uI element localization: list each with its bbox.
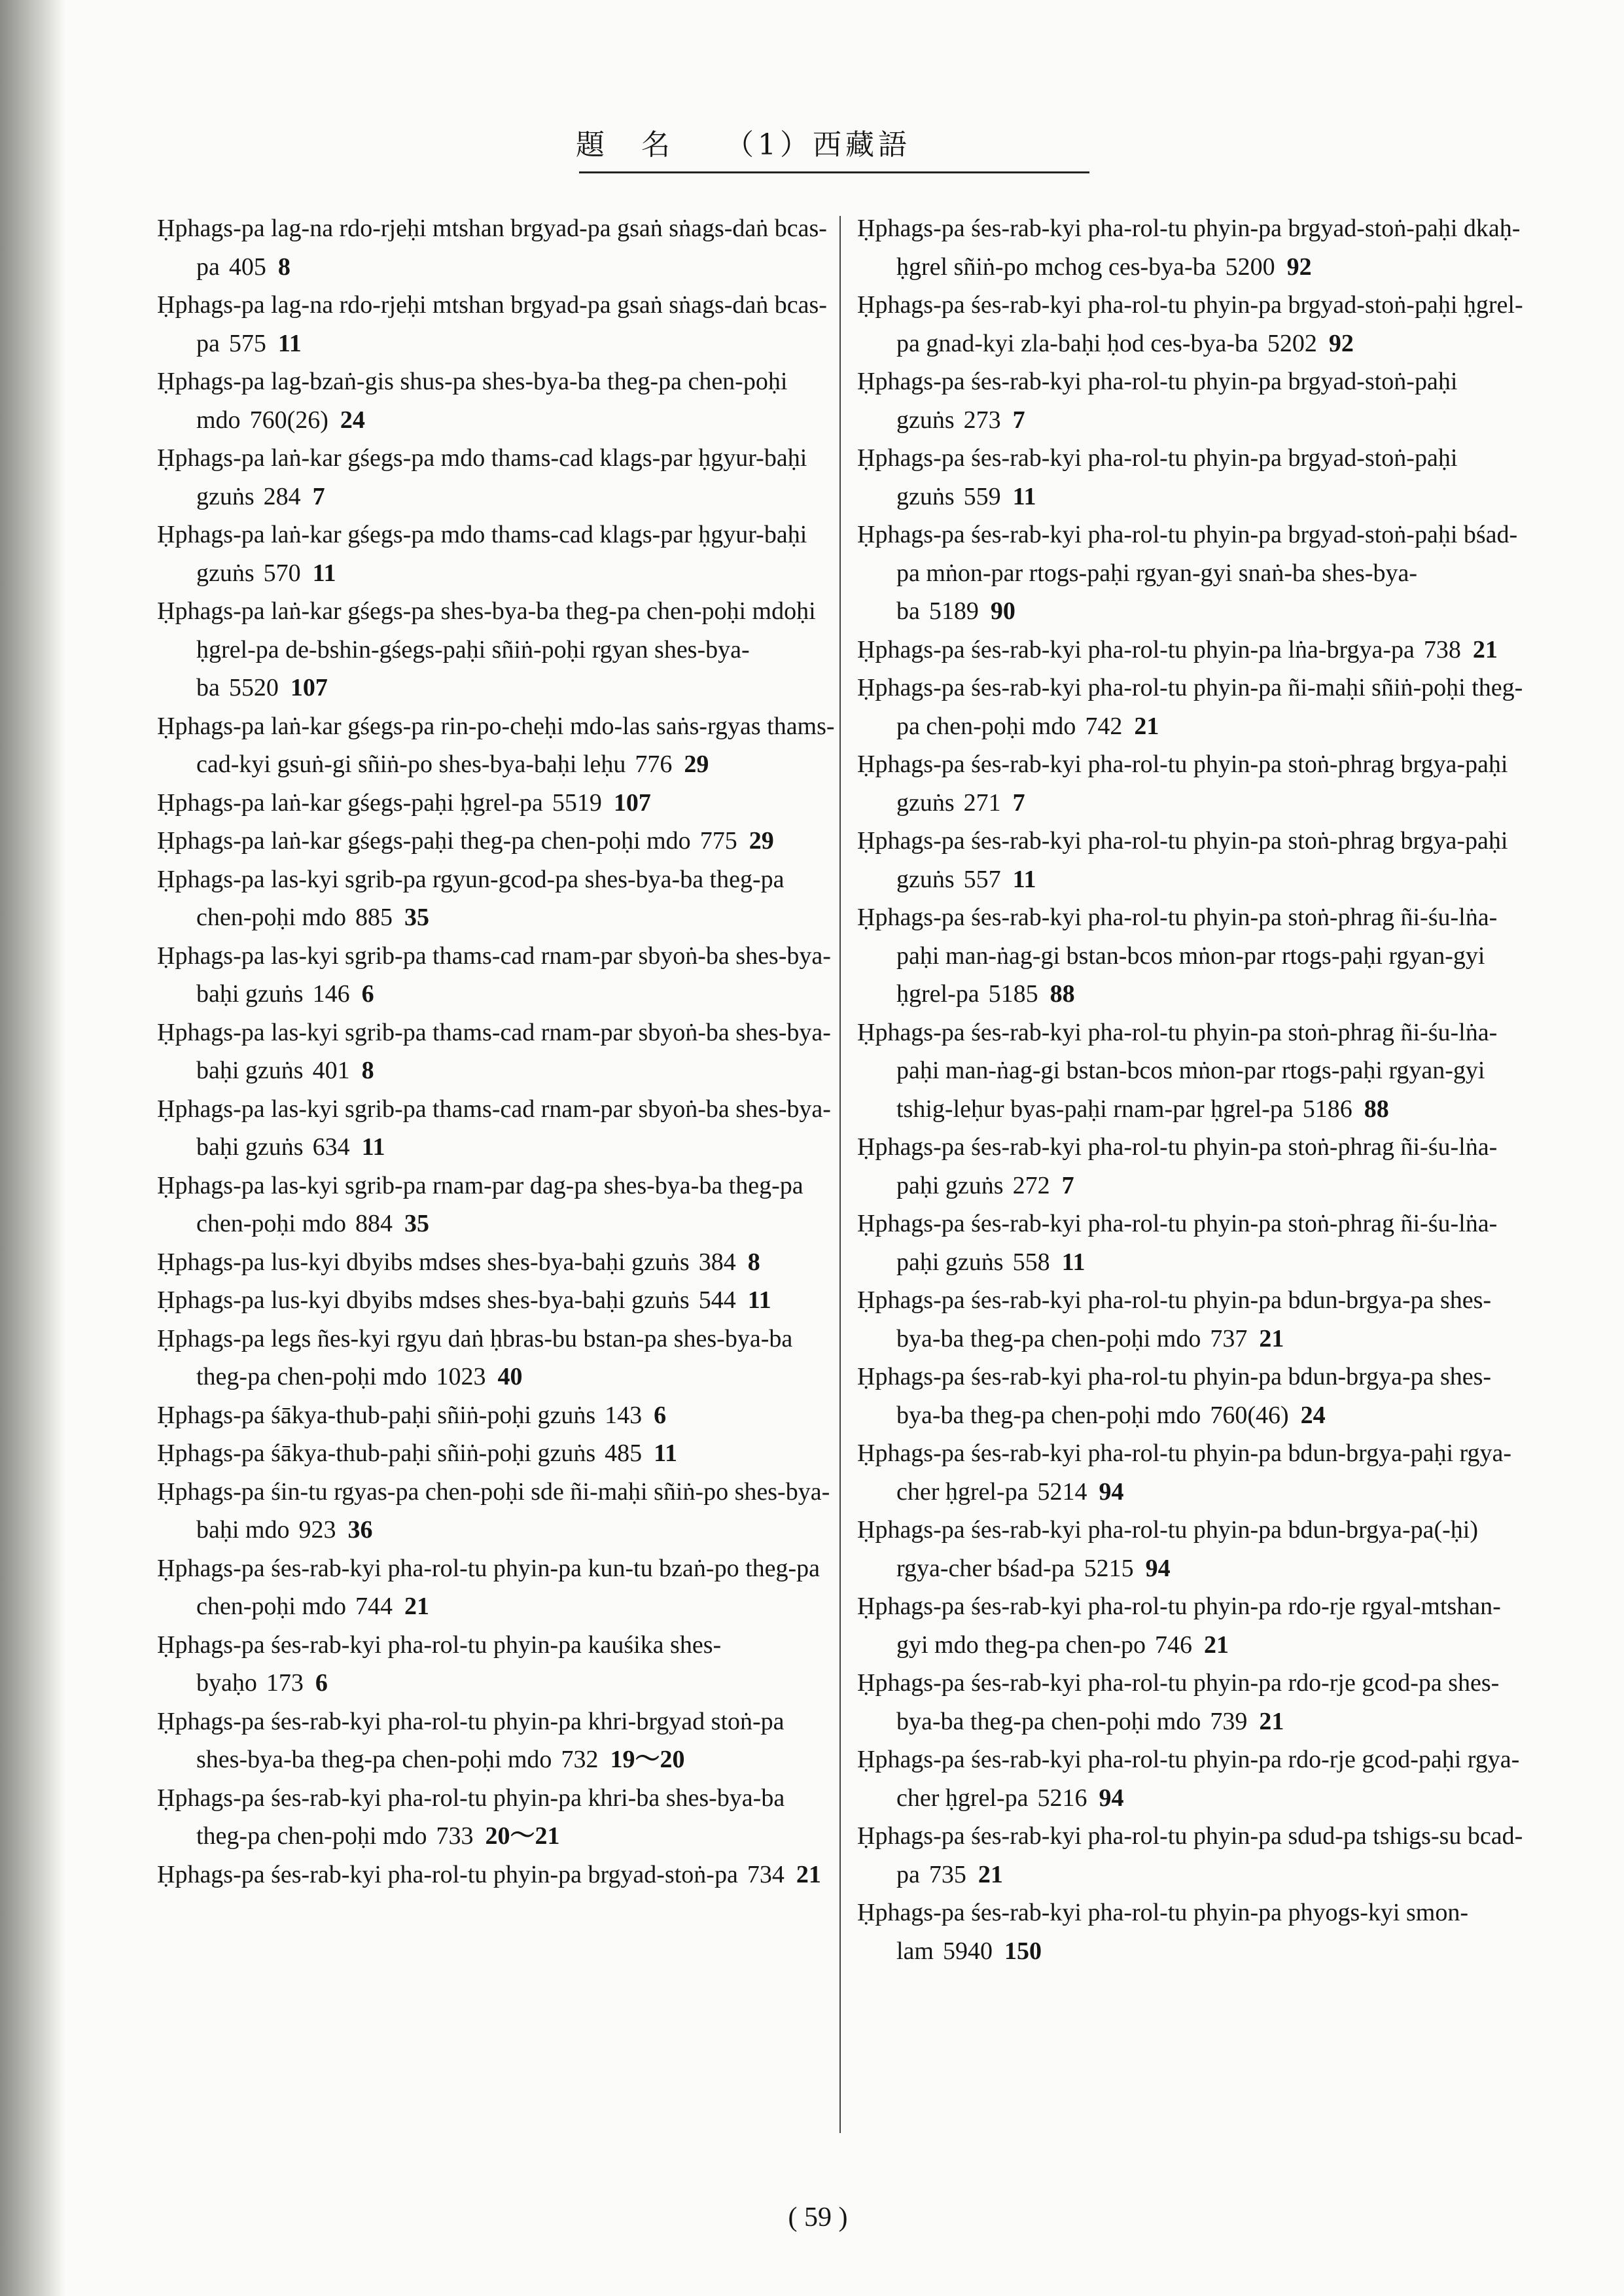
index-entry bbox=[857, 1587, 1525, 1664]
entry-volume-number: 8 bbox=[277, 253, 291, 281]
entry-volume-number: 150 bbox=[1004, 1937, 1042, 1965]
index-entry bbox=[157, 1320, 838, 1396]
index-entry bbox=[857, 516, 1525, 631]
index-entry bbox=[857, 1511, 1525, 1587]
entry-catalog-number: 5186 bbox=[1302, 1095, 1352, 1123]
entry-catalog-number: 485 bbox=[605, 1439, 643, 1467]
entry-title: Ḥphags-pa las-kyi sgrib-pa thams-cad rnam-par sbyoṅ-ba shes-bya-baḥi gzuṅs bbox=[157, 942, 831, 1008]
index-entry bbox=[857, 631, 1525, 669]
entry-title: Ḥphags-pa lus-kyi dbyibs mdses shes-bya-baḥi gzuṅs bbox=[157, 1248, 690, 1276]
entry-title: Ḥphags-pa laṅ-kar gśegs-paḥi theg-pa chen-poḥi mdo bbox=[157, 827, 691, 855]
entry-catalog-number: 401 bbox=[312, 1057, 350, 1084]
entry-volume-number: 20～21 bbox=[485, 1822, 560, 1850]
entry-volume-number: 8 bbox=[747, 1248, 760, 1276]
index-entry bbox=[157, 822, 838, 860]
entry-volume-number: 7 bbox=[312, 482, 325, 510]
entry-volume-number: 94 bbox=[1099, 1477, 1124, 1506]
entry-catalog-number: 5189 bbox=[928, 597, 979, 625]
entry-volume-number: 11 bbox=[654, 1439, 678, 1467]
index-entry bbox=[157, 1434, 838, 1473]
entry-title: Ḥphags-pa las-kyi sgrib-pa thams-cad rnam-par sbyoṅ-ba shes-bya-baḥi gzuṅs bbox=[157, 1095, 831, 1161]
entry-volume-number: 6 bbox=[361, 980, 374, 1008]
entry-volume-number: 8 bbox=[361, 1057, 374, 1084]
entry-volume-number: 11 bbox=[1012, 865, 1036, 893]
entry-volume-number: 21 bbox=[978, 1860, 1003, 1888]
entry-catalog-number: 559 bbox=[963, 482, 1001, 510]
entry-title: Ḥphags-pa śes-rab-kyi pha-rol-tu phyin-pa stoṅ-phrag brgya-paḥi gzuṅs bbox=[857, 827, 1508, 893]
index-entry bbox=[857, 1664, 1525, 1740]
entry-title: Ḥphags-pa śes-rab-kyi pha-rol-tu phyin-pa khri-brgyad stoṅ-pa shes-bya-ba theg-pa chen-poḥi mdo bbox=[157, 1707, 785, 1773]
index-entry bbox=[157, 784, 838, 822]
entry-volume-number: 88 bbox=[1364, 1095, 1389, 1123]
entry-volume-number: 21 bbox=[1134, 712, 1159, 740]
index-entry bbox=[157, 592, 838, 707]
index-entry bbox=[857, 1894, 1525, 1970]
entry-title: Ḥphags-pa śes-rab-kyi pha-rol-tu phyin-pa rdo-rje gcod-pa shes-bya-ba theg-pa chen-poḥi mdo bbox=[857, 1669, 1500, 1735]
entry-catalog-number: 732 bbox=[561, 1746, 599, 1773]
index-entry bbox=[857, 1128, 1525, 1205]
entry-catalog-number: 5216 bbox=[1037, 1784, 1087, 1812]
entry-volume-number: 19～20 bbox=[610, 1746, 685, 1773]
index-entry bbox=[157, 439, 838, 516]
index-entry bbox=[857, 898, 1525, 1014]
index-entry bbox=[857, 286, 1525, 362]
entry-title: Ḥphags-pa legs ñes-kyi rgyu daṅ ḥbras-bu bstan-pa shes-bya-ba theg-pa chen-poḥi mdo bbox=[157, 1324, 793, 1390]
index-entry bbox=[157, 209, 838, 286]
index-entry bbox=[157, 516, 838, 592]
entry-catalog-number: 775 bbox=[699, 827, 737, 855]
left-column bbox=[157, 209, 838, 1894]
index-entry bbox=[157, 1473, 838, 1549]
entry-title: Ḥphags-pa śes-rab-kyi pha-rol-tu phyin-pa rdo-rje gcod-paḥi rgya-cher ḥgrel-pa bbox=[857, 1746, 1520, 1812]
page-header: 題 名 （1）西藏語 bbox=[576, 128, 911, 162]
entry-catalog-number: 5202 bbox=[1267, 329, 1317, 357]
index-entry bbox=[157, 937, 838, 1014]
entry-volume-number: 29 bbox=[749, 827, 774, 855]
entry-catalog-number: 760(26) bbox=[249, 406, 328, 434]
index-entry bbox=[857, 209, 1525, 286]
entry-title: Ḥphags-pa śes-rab-kyi pha-rol-tu phyin-pa rdo-rje rgyal-mtshan-gyi mdo theg-pa chen-po bbox=[857, 1593, 1501, 1659]
entry-volume-number: 40 bbox=[497, 1363, 523, 1390]
entry-volume-number: 6 bbox=[654, 1401, 667, 1429]
entry-volume-number: 36 bbox=[347, 1516, 373, 1544]
index-entry bbox=[157, 1703, 838, 1779]
index-entry bbox=[157, 1167, 838, 1243]
entry-title: Ḥphags-pa śin-tu rgyas-pa chen-poḥi sde ñi-maḥi sñiṅ-po shes-bya-baḥi mdo bbox=[157, 1477, 830, 1544]
entry-volume-number: 90 bbox=[990, 597, 1015, 625]
entry-title: Ḥphags-pa las-kyi sgrib-pa thams-cad rnam-par sbyoṅ-ba shes-bya-baḥi gzuṅs bbox=[157, 1018, 831, 1084]
entry-title: Ḥphags-pa laṅ-kar gśegs-pa mdo thams-cad klags-par ḥgyur-baḥi gzuṅs bbox=[157, 444, 807, 510]
entry-volume-number: 21 bbox=[1203, 1631, 1229, 1659]
entry-volume-number: 107 bbox=[290, 674, 328, 701]
entry-title: Ḥphags-pa laṅ-kar gśegs-pa shes-bya-ba theg-pa chen-poḥi mdoḥi ḥgrel-pa de-bshin-gśegs-paḥi sñiṅ-poḥi rgyan shes-bya-ba bbox=[157, 597, 816, 701]
scan-binding-edge bbox=[0, 0, 65, 2296]
entry-title: Ḥphags-pa lag-na rdo-rjeḥi mtshan brgyad-pa gsaṅ sṅags-daṅ bcas-pa bbox=[157, 215, 827, 281]
entry-catalog-number: 884 bbox=[355, 1210, 393, 1237]
entry-catalog-number: 570 bbox=[263, 559, 301, 587]
header-underline bbox=[579, 171, 1089, 173]
entry-title: Ḥphags-pa śes-rab-kyi pha-rol-tu phyin-pa brgyad-stoṅ-paḥi bśad-pa mṅon-par rtogs-paḥi rgyan-gyi snaṅ-ba shes-bya-ba bbox=[857, 521, 1518, 625]
entry-title: Ḥphags-pa śes-rab-kyi pha-rol-tu phyin-pa kun-tu bzaṅ-po theg-pa chen-poḥi mdo bbox=[157, 1554, 821, 1620]
index-entry bbox=[157, 1090, 838, 1167]
entry-volume-number: 11 bbox=[1061, 1248, 1086, 1276]
entry-catalog-number: 272 bbox=[1012, 1171, 1050, 1199]
index-entry bbox=[857, 1205, 1525, 1281]
entry-volume-number: 107 bbox=[613, 788, 651, 817]
index-entry bbox=[157, 1626, 838, 1703]
entry-title: Ḥphags-pa lus-kyi dbyibs mdses shes-bya-baḥi gzuṅs bbox=[157, 1286, 690, 1314]
entry-title: Ḥphags-pa śes-rab-kyi pha-rol-tu phyin-pa khri-ba shes-bya-ba theg-pa chen-poḥi mdo bbox=[157, 1784, 785, 1850]
entry-catalog-number: 146 bbox=[312, 980, 350, 1008]
entry-volume-number: 29 bbox=[684, 751, 709, 778]
index-entry bbox=[157, 286, 838, 362]
entry-volume-number: 35 bbox=[404, 904, 430, 931]
index-entry bbox=[157, 1014, 838, 1090]
index-entry bbox=[857, 439, 1525, 516]
entry-title: Ḥphags-pa śes-rab-kyi pha-rol-tu phyin-pa stoṅ-phrag ñi-śu-lṅa-paḥi man-ṅag-gi bstan-bcos mṅon-par rtogs-paḥi rgyan-gyi tshig-leḥur byas-paḥi rnam-par ḥgrel-pa bbox=[857, 1018, 1498, 1123]
entry-catalog-number: 5519 bbox=[552, 788, 602, 817]
entry-volume-number: 6 bbox=[315, 1669, 328, 1697]
entry-catalog-number: 746 bbox=[1154, 1631, 1192, 1659]
entry-catalog-number: 273 bbox=[963, 406, 1001, 434]
index-entry bbox=[857, 1740, 1525, 1817]
entry-title: Ḥphags-pa śes-rab-kyi pha-rol-tu phyin-pa bdun-brgya-pa shes-bya-ba theg-pa chen-poḥi mdo bbox=[857, 1286, 1492, 1352]
entry-volume-number: 21 bbox=[1259, 1707, 1284, 1735]
index-entry bbox=[857, 669, 1525, 745]
index-entry bbox=[157, 860, 838, 937]
index-entry bbox=[157, 1243, 838, 1282]
entry-volume-number: 7 bbox=[1012, 788, 1025, 817]
index-entry bbox=[857, 1281, 1525, 1358]
entry-title: Ḥphags-pa lag-na rdo-rjeḥi mtshan brgyad-pa gsaṅ sṅags-daṅ bcas-pa bbox=[157, 291, 827, 357]
index-entry bbox=[857, 822, 1525, 898]
entry-title: Ḥphags-pa śes-rab-kyi pha-rol-tu phyin-pa stoṅ-phrag ñi-śu-lṅa-paḥi gzuṅs bbox=[857, 1210, 1498, 1276]
entry-volume-number: 11 bbox=[277, 329, 302, 357]
entry-catalog-number: 405 bbox=[228, 253, 266, 281]
entry-title: Ḥphags-pa śākya-thub-paḥi sñiṅ-poḥi gzuṅs bbox=[157, 1401, 596, 1429]
entry-volume-number: 7 bbox=[1061, 1171, 1074, 1199]
entry-catalog-number: 5214 bbox=[1037, 1477, 1087, 1506]
entry-catalog-number: 885 bbox=[355, 904, 393, 931]
entry-volume-number: 94 bbox=[1145, 1554, 1171, 1582]
entry-catalog-number: 634 bbox=[312, 1133, 350, 1161]
entry-title: Ḥphags-pa laṅ-kar gśegs-paḥi ḥgrel-pa bbox=[157, 788, 543, 817]
entry-catalog-number: 5520 bbox=[228, 674, 279, 701]
entry-volume-number: 11 bbox=[361, 1133, 385, 1161]
entry-title: Ḥphags-pa śes-rab-kyi pha-rol-tu phyin-pa brgyad-stoṅ-pa bbox=[157, 1860, 738, 1888]
entry-volume-number: 21 bbox=[1472, 635, 1498, 663]
entry-volume-number: 21 bbox=[1259, 1324, 1284, 1352]
entry-volume-number: 94 bbox=[1099, 1784, 1124, 1812]
entry-volume-number: 21 bbox=[404, 1593, 430, 1620]
entry-catalog-number: 544 bbox=[698, 1286, 736, 1314]
entry-catalog-number: 557 bbox=[963, 865, 1001, 893]
entry-volume-number: 92 bbox=[1328, 329, 1354, 357]
index-entry bbox=[157, 362, 838, 439]
entry-catalog-number: 776 bbox=[635, 751, 673, 778]
index-entry bbox=[157, 1549, 838, 1626]
entry-title: Ḥphags-pa las-kyi sgrib-pa rnam-par dag-pa shes-bya-ba theg-pa chen-poḥi mdo bbox=[157, 1171, 803, 1237]
entry-volume-number: 35 bbox=[404, 1210, 430, 1237]
entry-volume-number: 92 bbox=[1286, 253, 1312, 281]
entry-volume-number: 24 bbox=[340, 406, 365, 434]
entry-volume-number: 7 bbox=[1012, 406, 1025, 434]
entry-title: Ḥphags-pa śes-rab-kyi pha-rol-tu phyin-pa lṅa-brgya-pa bbox=[857, 635, 1415, 663]
index-entry bbox=[857, 1358, 1525, 1434]
entry-catalog-number: 384 bbox=[698, 1248, 736, 1276]
entry-catalog-number: 575 bbox=[228, 329, 266, 357]
entry-title: Ḥphags-pa śes-rab-kyi pha-rol-tu phyin-pa stoṅ-phrag brgya-paḥi gzuṅs bbox=[857, 751, 1508, 817]
entry-title: Ḥphags-pa śes-rab-kyi pha-rol-tu phyin-pa phyogs-kyi smon-lam bbox=[857, 1899, 1468, 1965]
entry-catalog-number: 143 bbox=[605, 1401, 643, 1429]
index-entry bbox=[157, 1856, 838, 1894]
entry-title: Ḥphags-pa laṅ-kar gśegs-pa rin-po-cheḥi mdo-las saṅs-rgyas thams-cad-kyi gsuṅ-gi sñiṅ-po shes-bya-baḥi leḥu bbox=[157, 712, 835, 778]
entry-volume-number: 11 bbox=[1012, 482, 1036, 510]
column-divider bbox=[839, 216, 841, 2133]
entry-catalog-number: 737 bbox=[1210, 1324, 1248, 1352]
entry-catalog-number: 5185 bbox=[988, 980, 1038, 1008]
entry-title: Ḥphags-pa śes-rab-kyi pha-rol-tu phyin-pa brgyad-stoṅ-paḥi gzuṅs bbox=[857, 368, 1458, 434]
entry-title: Ḥphags-pa śes-rab-kyi pha-rol-tu phyin-pa brgyad-stoṅ-paḥi gzuṅs bbox=[857, 444, 1458, 510]
entry-catalog-number: 271 bbox=[963, 788, 1001, 817]
index-entry bbox=[857, 1817, 1525, 1894]
entry-catalog-number: 744 bbox=[355, 1593, 393, 1620]
entry-title: Ḥphags-pa śes-rab-kyi pha-rol-tu phyin-pa bdun-brgya-pa(-ḥi) rgya-cher bśad-pa bbox=[857, 1516, 1478, 1582]
entry-title: Ḥphags-pa śes-rab-kyi pha-rol-tu phyin-pa stoṅ-phrag ñi-śu-lṅa-paḥi man-ṅag-gi bstan-bcos mṅon-par rtogs-paḥi rgyan-gyi ḥgrel-pa bbox=[857, 904, 1498, 1008]
entry-catalog-number: 5200 bbox=[1225, 253, 1275, 281]
entry-title: Ḥphags-pa lag-bzaṅ-gis shus-pa shes-bya-ba theg-pa chen-poḥi mdo bbox=[157, 368, 788, 434]
entry-catalog-number: 558 bbox=[1012, 1248, 1050, 1276]
entry-volume-number: 11 bbox=[747, 1286, 771, 1314]
entry-catalog-number: 284 bbox=[263, 482, 301, 510]
index-entry bbox=[157, 1281, 838, 1320]
right-column bbox=[857, 209, 1525, 1970]
entry-title: Ḥphags-pa śes-rab-kyi pha-rol-tu phyin-pa brgyad-stoṅ-paḥi ḥgrel-pa gnad-kyi zla-baḥi ḥod ces-bya-ba bbox=[857, 291, 1523, 357]
page-number: ( 59 ) bbox=[788, 2202, 848, 2233]
index-entry bbox=[157, 1779, 838, 1856]
entry-catalog-number: 5940 bbox=[942, 1937, 993, 1965]
entry-catalog-number: 1023 bbox=[436, 1363, 486, 1390]
entry-catalog-number: 5215 bbox=[1084, 1554, 1134, 1582]
entry-catalog-number: 173 bbox=[266, 1669, 304, 1697]
entry-title: Ḥphags-pa las-kyi sgrib-pa rgyun-gcod-pa shes-bya-ba theg-pa chen-poḥi mdo bbox=[157, 865, 785, 931]
entry-catalog-number: 734 bbox=[747, 1860, 785, 1888]
entry-title: Ḥphags-pa laṅ-kar gśegs-pa mdo thams-cad klags-par ḥgyur-baḥi gzuṅs bbox=[157, 521, 807, 587]
entry-catalog-number: 738 bbox=[1423, 635, 1461, 663]
index-entry bbox=[857, 1014, 1525, 1129]
entry-title: Ḥphags-pa śes-rab-kyi pha-rol-tu phyin-pa bdun-brgya-pa shes-bya-ba theg-pa chen-poḥi mdo bbox=[857, 1363, 1492, 1429]
index-entry bbox=[857, 362, 1525, 439]
entry-volume-number: 88 bbox=[1050, 980, 1075, 1008]
entry-title: Ḥphags-pa śes-rab-kyi pha-rol-tu phyin-pa brgyad-stoṅ-paḥi dkaḥ-ḥgrel sñiṅ-po mchog ces-bya-ba bbox=[857, 215, 1521, 281]
entry-catalog-number: 735 bbox=[928, 1860, 966, 1888]
entry-volume-number: 21 bbox=[796, 1860, 821, 1888]
entry-volume-number: 11 bbox=[312, 559, 336, 587]
entry-title: Ḥphags-pa śes-rab-kyi pha-rol-tu phyin-pa bdun-brgya-paḥi rgya-cher ḥgrel-pa bbox=[857, 1439, 1512, 1506]
entry-title: Ḥphags-pa śākya-thub-paḥi sñiṅ-poḥi gzuṅs bbox=[157, 1439, 596, 1467]
index-entry bbox=[857, 1434, 1525, 1511]
entry-title: Ḥphags-pa śes-rab-kyi pha-rol-tu phyin-pa ñi-maḥi sñiṅ-poḥi theg-pa chen-poḥi mdo bbox=[857, 674, 1523, 740]
entry-title: Ḥphags-pa śes-rab-kyi pha-rol-tu phyin-pa sdud-pa tshigs-su bcad-pa bbox=[857, 1822, 1523, 1888]
index-entry bbox=[857, 745, 1525, 822]
entry-catalog-number: 733 bbox=[436, 1822, 474, 1850]
index-entry bbox=[157, 707, 838, 784]
entry-catalog-number: 739 bbox=[1210, 1707, 1248, 1735]
entry-volume-number: 24 bbox=[1300, 1401, 1326, 1429]
entry-title: Ḥphags-pa śes-rab-kyi pha-rol-tu phyin-pa stoṅ-phrag ñi-śu-lṅa-paḥi gzuṅs bbox=[857, 1133, 1498, 1199]
index-entry bbox=[157, 1396, 838, 1435]
entry-catalog-number: 760(46) bbox=[1210, 1401, 1289, 1429]
entry-catalog-number: 923 bbox=[298, 1516, 336, 1544]
entry-title: Ḥphags-pa śes-rab-kyi pha-rol-tu phyin-pa kauśika shes-byaḥo bbox=[157, 1631, 722, 1697]
entry-catalog-number: 742 bbox=[1085, 712, 1123, 740]
